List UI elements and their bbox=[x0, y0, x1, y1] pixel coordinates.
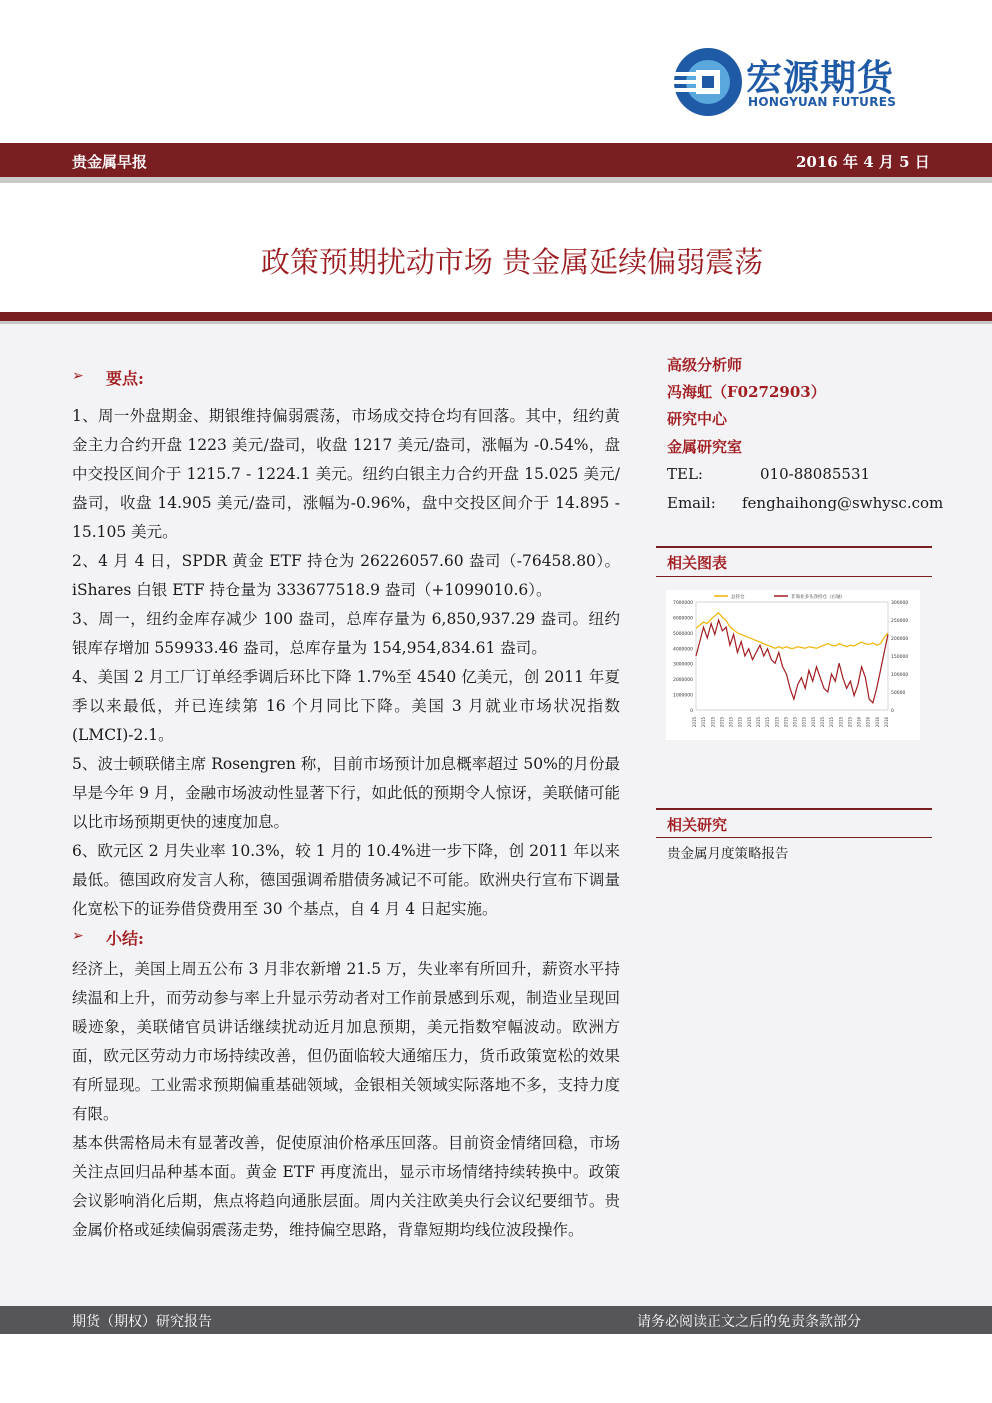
x-tick-label: 2015 bbox=[783, 716, 789, 728]
email-label: Email: bbox=[667, 494, 716, 512]
chart-svg bbox=[666, 590, 920, 740]
x-tick-label: 2015 bbox=[838, 716, 844, 728]
x-tick-label: 2015 bbox=[746, 716, 752, 728]
report-date: 2016 年 4 月 5 日 bbox=[796, 153, 930, 171]
section-divider bbox=[656, 837, 932, 838]
y-right-tick-label: 150000 bbox=[891, 655, 909, 660]
y-left-tick-label: 4000000 bbox=[672, 647, 693, 653]
x-tick-label: 2015 bbox=[820, 716, 825, 728]
summary-paragraph-1: 经济上，美国上周五公布 3 月非农新增 21.5 万，失业率有所回升，薪资水平持续温和上升，而劳动参与率上升显示劳动者对工作前景感到乐观，制造业呈现回暖迹象，美联储官员讲话继续扰动近月加息预期，美元指数窄幅波动。欧洲方面，欧元区劳动力市场持续改善，但仍面临较大通缩压力，货币政策宽松的效果有所显现。工业需求预期偏重基础领域，金银相关领域实际落地不多，支持力度有限。 bbox=[72, 960, 620, 1123]
legend-label: 非商业多头净持仓（右轴） bbox=[791, 595, 845, 600]
x-tick-label: 2016 bbox=[874, 716, 880, 728]
page-title: 政策预期扰动市场 贵金属延续偏弱震荡 bbox=[260, 245, 764, 279]
research-item[interactable]: 贵金属月度策略报告 bbox=[667, 846, 789, 862]
report-type: 贵金属早报 bbox=[72, 153, 148, 171]
y-left-tick-label: 0 bbox=[690, 709, 693, 714]
x-tick-label: 2015 bbox=[737, 716, 743, 728]
company-logo bbox=[672, 46, 744, 118]
series-line bbox=[696, 620, 888, 703]
key-point-5: 5、波士顿联储主席 Rosengren 称，目前市场预计加息概率超过 50%的月份最早是今年 9 月，金融市场波动性显著下行，如此低的预期令人惊讶，美联储可能以比市场预期更快的速度加息。 bbox=[72, 755, 620, 831]
x-tick-label: 2015 bbox=[765, 716, 771, 728]
y-left-tick-label: 7000000 bbox=[672, 601, 693, 606]
y-right-tick-label: 250000 bbox=[891, 619, 909, 624]
y-left-tick-label: 3000000 bbox=[672, 662, 693, 668]
y-right-tick-label: 200000 bbox=[891, 637, 909, 642]
y-left-tick-label: 1000000 bbox=[672, 693, 693, 699]
x-tick-label: 2015 bbox=[756, 716, 761, 728]
logo-cn: 宏源期货 bbox=[746, 58, 895, 99]
y-left-tick-label: 2000000 bbox=[672, 678, 693, 684]
logo-en: HONGYUAN FUTURES bbox=[748, 95, 897, 109]
x-tick-label: 2016 bbox=[884, 716, 889, 728]
x-tick-label: 2015 bbox=[701, 716, 707, 728]
title-band bbox=[0, 312, 992, 321]
x-tick-label: 2015 bbox=[710, 716, 716, 728]
y-right-tick-label: 0 bbox=[891, 709, 894, 714]
key-point-4: 4、美国 2 月工厂订单经季调后环比下降 1.7%至 4540 亿美元，创 2011 年夏季以来最低，并已连续第 16 个月同比下降。美国 3 月就业市场状况指数(LMCI)-2.1。 bbox=[72, 668, 620, 744]
x-tick-label: 2015 bbox=[719, 716, 725, 728]
section-divider bbox=[656, 808, 932, 810]
key-points-body bbox=[72, 402, 620, 924]
key-points-heading: 要点: bbox=[106, 369, 144, 388]
x-tick-label: 2015 bbox=[774, 716, 780, 728]
logo-mark-icon bbox=[672, 46, 744, 118]
footer-left: 期货（期权）研究报告 bbox=[72, 1314, 212, 1330]
series-line bbox=[696, 613, 888, 649]
x-tick-label: 2015 bbox=[728, 716, 734, 728]
y-right-tick-label: 300000 bbox=[891, 601, 909, 606]
x-tick-label: 2015 bbox=[829, 716, 835, 728]
chart-section-title: 相关图表 bbox=[667, 554, 728, 572]
summary-body bbox=[72, 955, 620, 1245]
summary-heading: 小结: bbox=[106, 929, 144, 948]
x-tick-label: 2016 bbox=[856, 716, 862, 728]
x-tick-label: 2015 bbox=[801, 716, 807, 728]
analyst-title: 高级分析师 bbox=[667, 356, 743, 374]
tel-value: 010-88085531 bbox=[760, 465, 871, 483]
key-point-1: 1、周一外盘期金、期银维持偏弱震荡，市场成交持仓均有回落。其中，纽约黄金主力合约开盘 1223 美元/盎司，收盘 1217 美元/盎司，涨幅为 -0.54%，盘中交投区间介于 1215.7 - 1224.1 美元。纽约白银主力合约开盘 15.025 美元/盎司，收盘 14.905 美元/盎司，涨幅为-0.96%，盘中交投区间介于 14.895 - 15.105 美元。 bbox=[72, 407, 620, 541]
tel-label: TEL: bbox=[667, 465, 703, 483]
summary-paragraph-2: 基本供需格局未有显著改善，促使原油价格承压回落。目前资金情绪回稳，市场关注点回归品种基本面。黄金 ETF 再度流出，显示市场情绪持续转换中。政策会议影响消化后期，焦点将趋向通胀层面。周内关注欧美央行会议纪要细节。贵金属价格或延续偏弱震荡走势，维持偏空思路，背靠短期均线位波段操作。 bbox=[72, 1134, 620, 1239]
key-point-3: 3、周一，纽约金库存减少 100 盎司，总库存量为 6,850,937.29 盎司。纽约银库存增加 559933.46 盎司，总库存量为 154,954,834.61 盎司。 bbox=[72, 610, 620, 657]
research-section-title: 相关研究 bbox=[667, 816, 728, 834]
related-chart bbox=[666, 590, 920, 740]
email-value[interactable]: fenghaihong@swhysc.com bbox=[742, 494, 944, 512]
key-point-6: 6、欧元区 2 月失业率 10.3%，较 1 月的 10.4%进一步下降，创 2011 年以来最低。德国政府发言人称，德国强调希腊债务减记不可能。欧洲央行宣布下调量化宽松下的证券借贷费用至 30 个基点，自 4 月 4 日起实施。 bbox=[72, 842, 620, 918]
y-right-tick-label: 100000 bbox=[891, 673, 909, 678]
y-left-tick-label: 5000000 bbox=[672, 631, 693, 637]
legend-label: 总持仓 bbox=[731, 595, 745, 600]
section-divider bbox=[656, 546, 932, 548]
x-tick-label: 2015 bbox=[692, 716, 697, 728]
key-point-2: 2、4 月 4 日，SPDR 黄金 ETF 持仓为 26226057.60 盎司（-76458.80）。iShares 白银 ETF 持仓量为 333677518.9 盎司（+1099010.6）。 bbox=[72, 552, 620, 599]
y-right-tick-label: 50000 bbox=[891, 691, 906, 696]
section-divider bbox=[656, 576, 932, 577]
header-band-shadow bbox=[0, 177, 992, 183]
x-tick-label: 2015 bbox=[810, 716, 816, 728]
x-tick-label: 2015 bbox=[847, 716, 853, 728]
y-left-tick-label: 6000000 bbox=[672, 616, 693, 622]
bullet-arrow-icon: ➢ bbox=[72, 928, 84, 944]
x-tick-label: 2016 bbox=[865, 716, 871, 728]
bullet-arrow-icon: ➢ bbox=[72, 368, 84, 384]
analyst-name: 冯海虹（F0272903） bbox=[667, 383, 826, 401]
x-tick-label: 2015 bbox=[792, 716, 798, 728]
footer-right: 请务必阅读正文之后的免责条款部分 bbox=[637, 1314, 861, 1330]
dept-research-center: 研究中心 bbox=[667, 410, 728, 428]
dept-metals: 金属研究室 bbox=[667, 438, 743, 456]
